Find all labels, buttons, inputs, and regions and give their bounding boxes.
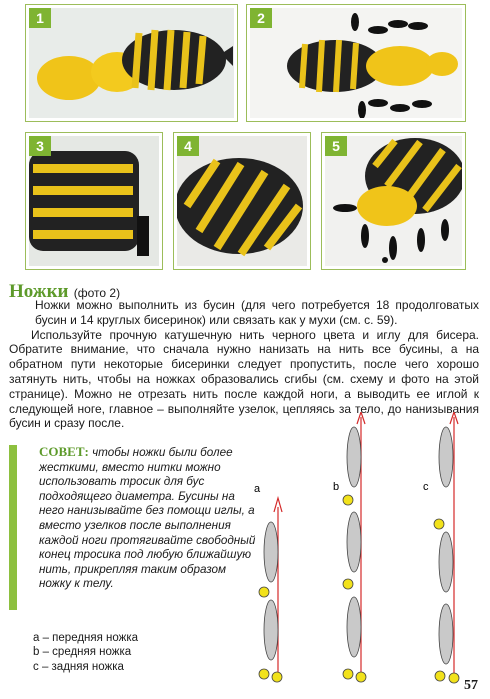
round-bead bbox=[259, 587, 269, 597]
long-bead bbox=[439, 604, 453, 664]
tip-label: СОВЕТ: bbox=[39, 444, 89, 459]
long-bead bbox=[439, 427, 453, 487]
photo-2 bbox=[247, 5, 465, 121]
photo-number: 4 bbox=[177, 136, 199, 156]
page-number: 57 bbox=[464, 678, 478, 693]
diagram-letter-a: a bbox=[254, 483, 261, 495]
tip-text: чтобы ножки были более жесткими, вместо нитки можно использовать тросик для бус подходящего диаметра. Бусины на него нанизывайте без помощи иглы, а вместо узелков после выполнения каждой ноги протягивайте свободный конец тросика под любую ближайшую нить, прикрепляя таким образом ножку к телу. bbox=[39, 446, 256, 591]
diagram-letter-b: b bbox=[333, 481, 340, 493]
photo-1 bbox=[26, 5, 237, 121]
leg-a bbox=[259, 498, 282, 682]
photo-number: 1 bbox=[29, 8, 51, 28]
round-bead bbox=[356, 672, 366, 682]
photo-number: 5 bbox=[325, 136, 347, 156]
round-bead bbox=[343, 495, 353, 505]
diagram-letter-c: c bbox=[423, 481, 429, 493]
round-bead bbox=[272, 672, 282, 682]
legend-item: a – передняя ножка bbox=[33, 632, 139, 644]
leg-b bbox=[343, 412, 366, 682]
photo-4 bbox=[174, 133, 310, 269]
long-bead bbox=[347, 512, 361, 572]
diagram-legend bbox=[33, 631, 138, 674]
photo-number: 2 bbox=[250, 8, 272, 28]
long-bead bbox=[439, 532, 453, 592]
photo-5 bbox=[322, 133, 465, 269]
paragraph: Используйте прочную катушечную нить черного цвета и иглу для бисера. Обратите внимание, что сначала нужно нанизать на нить все бусины, а на обратном пути некоторые бисеринки следует пропустить, после чего хорошо затянуть нить, чтобы на ножках образовались сгибы (см. схему и фото на этой странице). Можно не отрезать нить после каждой ноги, а выводить ее иглой к следующей ноге, главное – выполняйте узелок, цепляясь за тело, до нанизывания бусин и сразу после. bbox=[9, 327, 479, 431]
leg-c bbox=[434, 412, 459, 683]
long-bead bbox=[347, 427, 361, 487]
long-bead bbox=[264, 600, 278, 660]
heading-title: Ножки bbox=[9, 281, 69, 302]
legend-item: c – задняя ножка bbox=[33, 660, 124, 673]
paragraph: Ножки можно выполнить из бусин (для чего потребуется 18 продолговатых бусин и 14 круглых бисеринок) или связать как у мухи (см. с. 59). bbox=[35, 298, 479, 327]
round-bead bbox=[343, 669, 353, 679]
bead-leg-diagram bbox=[240, 412, 485, 697]
round-bead bbox=[435, 671, 445, 681]
round-bead bbox=[449, 673, 459, 683]
legend-item: b – средняя ножка bbox=[33, 646, 132, 659]
tip-text-block bbox=[39, 445, 259, 592]
round-bead bbox=[343, 579, 353, 589]
tip-box bbox=[9, 445, 255, 610]
heading-photo-ref: (фото 2) bbox=[73, 286, 121, 300]
photo-number: 3 bbox=[29, 136, 51, 156]
round-bead bbox=[434, 519, 444, 529]
photo-3 bbox=[26, 133, 162, 269]
photo-2-image bbox=[250, 8, 462, 118]
long-bead bbox=[347, 597, 361, 657]
long-bead bbox=[264, 522, 278, 582]
round-bead bbox=[259, 669, 269, 679]
photo-1-image bbox=[29, 8, 234, 118]
